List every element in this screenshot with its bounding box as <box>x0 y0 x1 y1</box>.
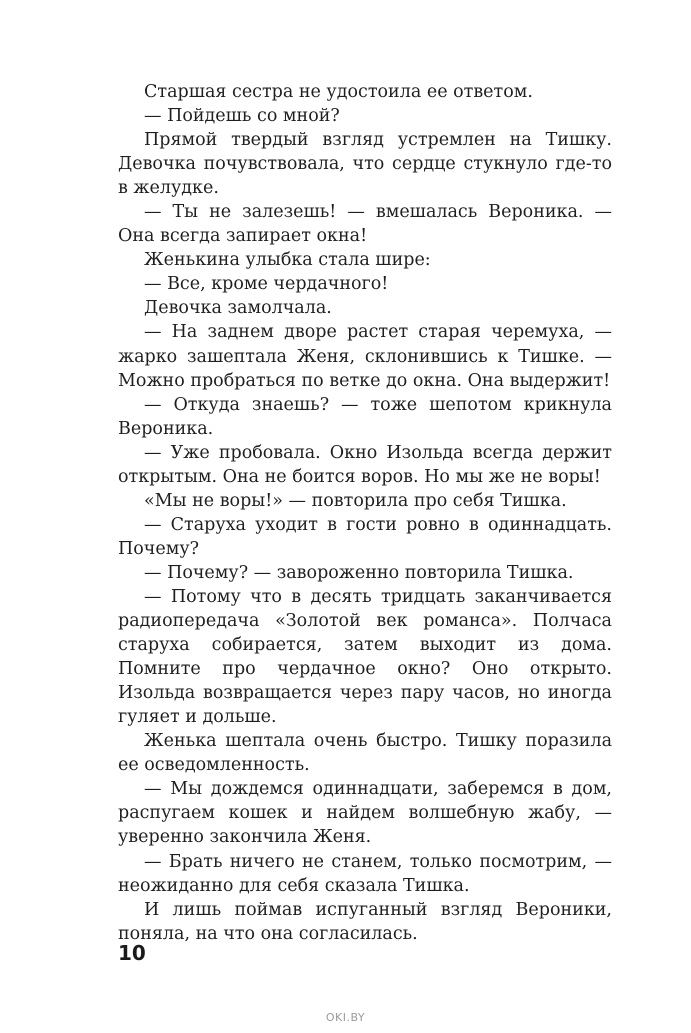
paragraph: — Старуха уходит в гости ровно в одиннадцать. Почему? <box>118 514 612 559</box>
paragraph: — Пойдешь со мной? <box>144 106 340 127</box>
paragraph: «Мы не воры!» — повторила про себя Тишка. <box>144 490 567 511</box>
paragraph: — Все, кроме чердачного! <box>144 274 389 295</box>
paragraph: Женька шептала очень быстро. Тишку поразила ее осведомленность. <box>118 731 612 776</box>
body-text <box>118 80 612 946</box>
paragraph: — Почему? — завороженно повторила Тишка. <box>144 562 574 583</box>
paragraph: И лишь поймав испуганный взгляд Вероники, поняла, на что она согласилась. <box>118 899 612 944</box>
paragraph: — Мы дождемся одиннадцати, заберемся в дом, распугаем кошек и найдем волшебную жабу, — уверенно закончила Женя. <box>118 779 612 848</box>
watermark: OKI.BY <box>325 1011 366 1024</box>
paragraph: — Брать ничего не станем, только посмотрим, — неожиданно для себя сказала Тишка. <box>118 851 612 896</box>
paragraph: — Ты не залезешь! — вмешалась Вероника. — Она всегда запирает окна! <box>118 202 612 247</box>
paragraph: Прямой твердый взгляд устремлен на Тишку. Девочка почувствовала, что сердце стукнуло где-то в желудке. <box>118 130 612 199</box>
paragraph: — Потому что в десять тридцать заканчивается радиопередача «Золотой век романса». Полчаса старуха собирается, затем выходит из дома. Помните про чердачное окно? Оно открыто. Изольда возвращается через пару часов, но иногда гуляет и дольше. <box>118 586 612 728</box>
paragraph: — Уже пробовала. Окно Изольда всегда держит открытым. Она не боится воров. Но мы же не воры! <box>118 442 612 487</box>
paragraph: Старшая сестра не удостоила ее ответом. <box>144 82 533 102</box>
paragraph: — Откуда знаешь? — тоже шепотом крикнула Вероника. <box>118 394 612 439</box>
paragraph: Женькина улыбка стала шире: <box>144 250 431 271</box>
paragraph: — На заднем дворе растет старая черемуха, — жарко зашептала Женя, склонившись к Тишке. — Можно пробраться по ветке до окна. Она выдержит! <box>118 322 612 391</box>
paragraph: Девочка замолчала. <box>144 298 332 319</box>
page-number: 10 <box>118 941 146 965</box>
